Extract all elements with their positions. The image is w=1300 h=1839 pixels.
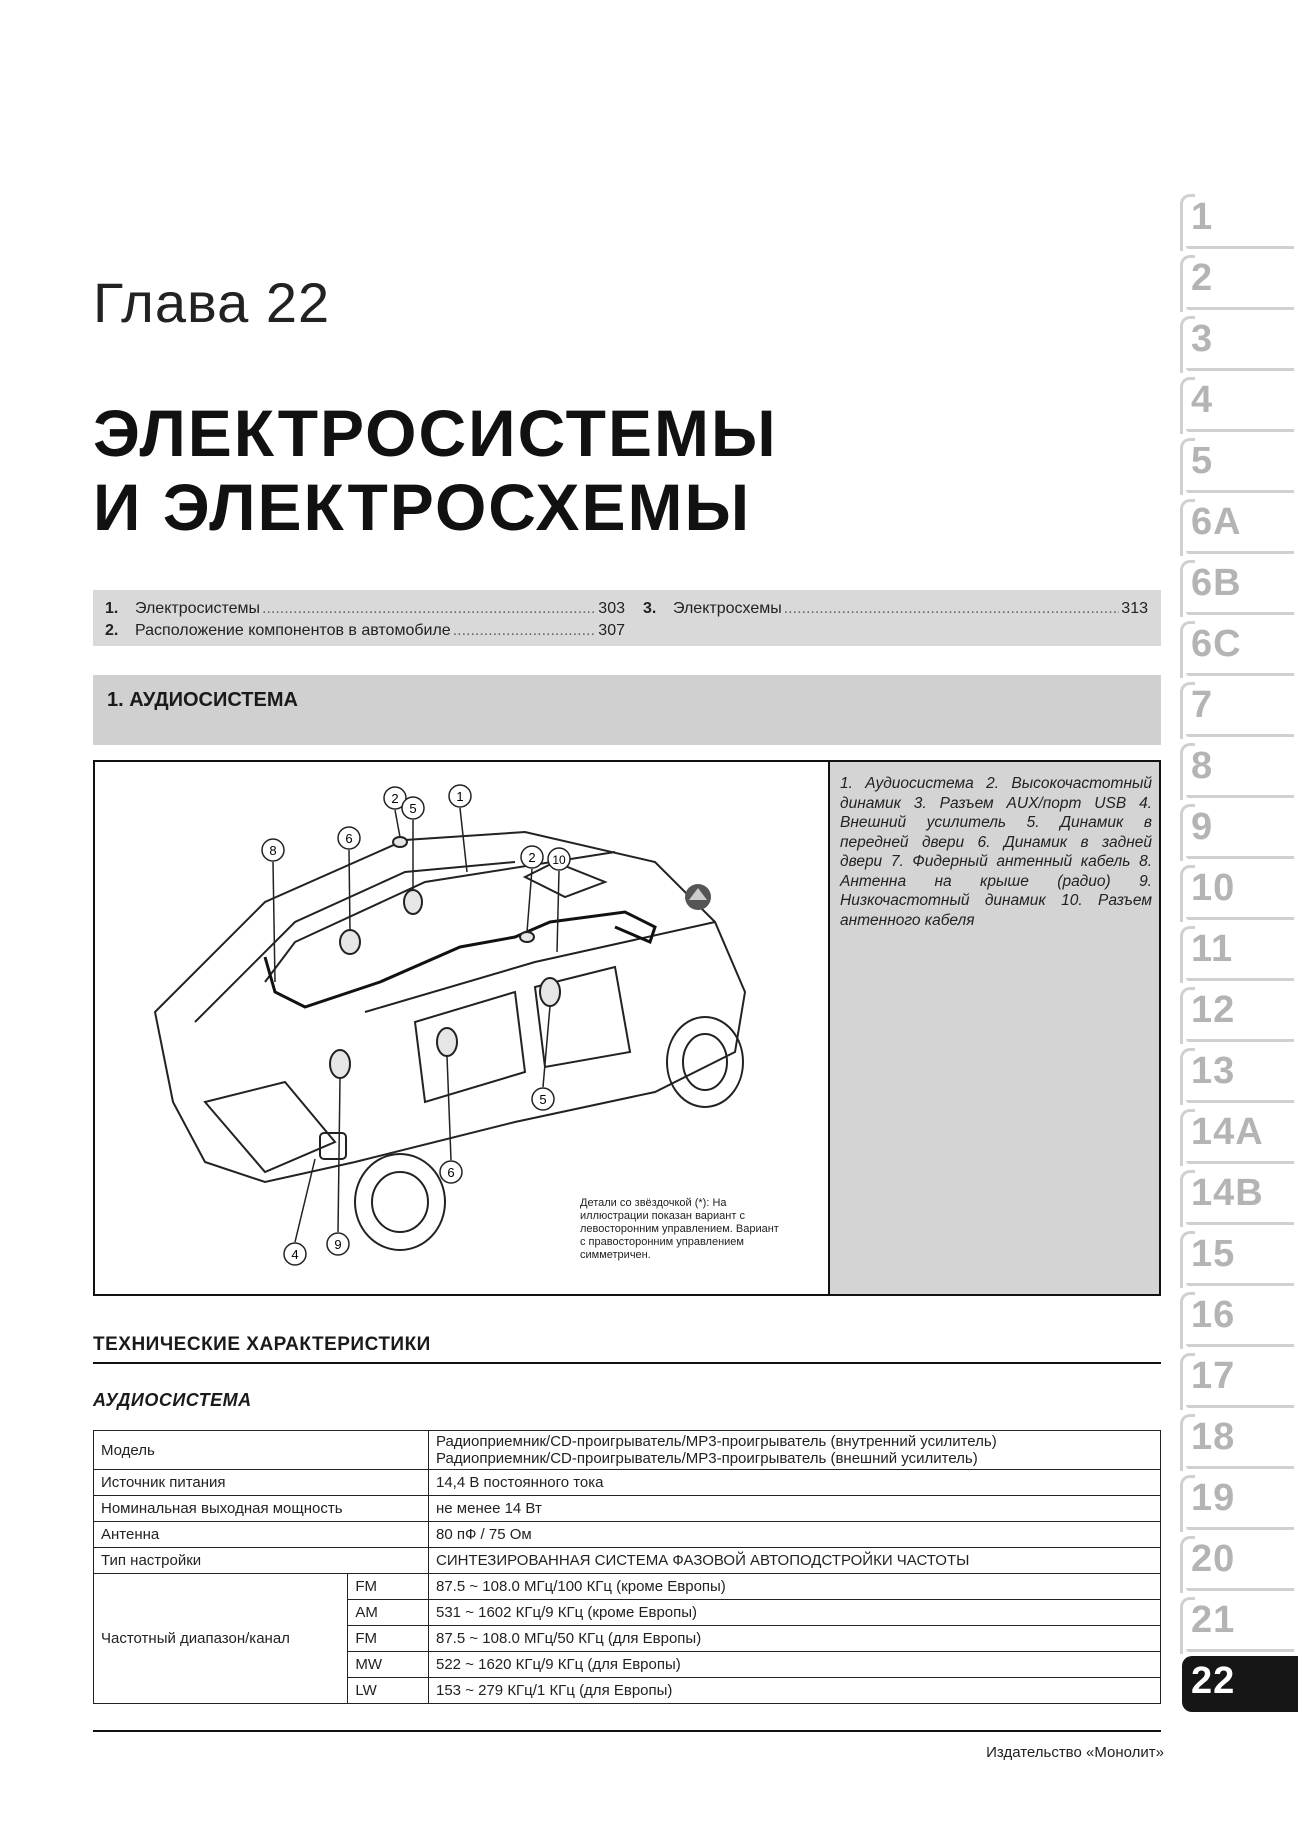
tab-underline bbox=[1186, 1222, 1294, 1225]
chapter-tab[interactable] bbox=[1180, 739, 1300, 800]
chapter-tab-label: 22 bbox=[1191, 1660, 1236, 1702]
section-header bbox=[93, 675, 1161, 745]
toc-number: 3. bbox=[643, 600, 657, 617]
spec-label: Модель bbox=[94, 1431, 429, 1470]
toc-label: Электросхемы bbox=[673, 600, 782, 617]
tab-underline bbox=[1186, 1527, 1294, 1530]
toc-number: 2. bbox=[105, 622, 119, 639]
chapter-tab-label: 12 bbox=[1191, 989, 1236, 1031]
chapter-tab-label: 6B bbox=[1191, 562, 1242, 604]
toc-item[interactable] bbox=[105, 622, 625, 644]
specs-subheading: АУДИОСИСТЕМА bbox=[93, 1390, 252, 1410]
specs-heading: ТЕХНИЧЕСКИЕ ХАРАКТЕРИСТИКИ bbox=[93, 1334, 1161, 1364]
toc-leader bbox=[262, 600, 596, 618]
tab-underline bbox=[1186, 978, 1294, 981]
chapter-tab[interactable] bbox=[1180, 1288, 1300, 1349]
toc-page: 307 bbox=[598, 622, 625, 639]
spec-label: Частотный диапазон/канал bbox=[94, 1574, 348, 1704]
table-row bbox=[94, 1574, 1161, 1600]
callout-label: 5 bbox=[539, 1092, 547, 1107]
chapter-title bbox=[93, 396, 778, 544]
table-row bbox=[94, 1548, 1161, 1574]
chapter-tab-label: 10 bbox=[1191, 867, 1236, 909]
tab-underline bbox=[1186, 795, 1294, 798]
table-row bbox=[94, 1470, 1161, 1496]
chapter-tab-label: 14A bbox=[1191, 1111, 1264, 1153]
callout-label: 8 bbox=[269, 843, 277, 858]
chapter-tab[interactable] bbox=[1180, 1166, 1300, 1227]
footer-divider bbox=[93, 1730, 1161, 1732]
chapter-tab[interactable] bbox=[1180, 678, 1300, 739]
toc-item[interactable] bbox=[105, 600, 625, 622]
spec-label: Источник питания bbox=[94, 1470, 429, 1496]
spec-value: 80 пФ / 75 Ом bbox=[429, 1522, 1161, 1548]
chapter-tab-label: 20 bbox=[1191, 1538, 1236, 1580]
chapter-tab[interactable] bbox=[1180, 983, 1300, 1044]
figure-legend-panel bbox=[828, 762, 1159, 1294]
spec-value: 87.5 ~ 108.0 МГц/50 КГц (для Европы) bbox=[429, 1626, 1161, 1652]
chapter-tab[interactable] bbox=[1180, 1349, 1300, 1410]
chapter-tab[interactable] bbox=[1180, 922, 1300, 983]
spec-value-line: Радиоприемник/CD-проигрыватель/MP3-проигрыватель (внутренний усилитель) bbox=[436, 1433, 997, 1450]
tab-underline bbox=[1186, 551, 1294, 554]
tab-underline bbox=[1186, 307, 1294, 310]
band-label: FM bbox=[348, 1574, 429, 1600]
toc-item[interactable] bbox=[643, 600, 1148, 622]
table-of-contents bbox=[93, 590, 1161, 646]
chapter-tab-label: 17 bbox=[1191, 1355, 1236, 1397]
toc-label: Электросистемы bbox=[135, 600, 260, 617]
toc-page: 313 bbox=[1121, 600, 1148, 617]
chapter-tab[interactable] bbox=[1180, 861, 1300, 922]
tab-underline bbox=[1186, 1344, 1294, 1347]
title-line-1: ЭЛЕКТРОСИСТЕМЫ bbox=[93, 396, 778, 470]
figure-legend: 1. Аудиосистема 2. Высокочастотный динамик 3. Разъем AUX/порт USB 4. Внешний усилитель 5. Динамик в передней двери 6. Динамик в задней двери 7. Фидерный антенный кабель 8. Антенна на крыше (радио) 9. Низкочастотный динамик 10. Разъем антенного кабеля bbox=[840, 775, 1152, 929]
tab-underline bbox=[1186, 1283, 1294, 1286]
callout-label: 4 bbox=[291, 1247, 299, 1262]
tab-underline bbox=[1186, 1161, 1294, 1164]
tab-underline bbox=[1186, 490, 1294, 493]
callout-label: 6 bbox=[345, 831, 353, 846]
tab-underline bbox=[1186, 917, 1294, 920]
tab-underline bbox=[1186, 856, 1294, 859]
spec-value-line: Радиоприемник/CD-проигрыватель/MP3-проигрыватель (внешний усилитель) bbox=[436, 1450, 978, 1467]
chapter-tab[interactable] bbox=[1180, 1471, 1300, 1532]
chapter-tab[interactable] bbox=[1180, 1593, 1300, 1654]
band-label: FM bbox=[348, 1626, 429, 1652]
callout-label: 10 bbox=[552, 853, 566, 867]
chapter-tab-label: 3 bbox=[1191, 318, 1214, 360]
chapter-tab[interactable] bbox=[1180, 190, 1300, 251]
speakers bbox=[330, 837, 560, 1078]
tab-underline bbox=[1186, 612, 1294, 615]
tab-underline bbox=[1186, 1100, 1294, 1103]
tab-underline bbox=[1186, 1466, 1294, 1469]
table-row bbox=[94, 1522, 1161, 1548]
toc-label: Расположение компонентов в автомобиле bbox=[135, 622, 451, 639]
tab-underline bbox=[1186, 734, 1294, 737]
chapter-tab-label: 1 bbox=[1191, 196, 1214, 238]
chapter-tab-label: 7 bbox=[1191, 684, 1214, 726]
tab-underline bbox=[1186, 368, 1294, 371]
chapter-tab-label: 15 bbox=[1191, 1233, 1236, 1275]
chapter-tab-label: 2 bbox=[1191, 257, 1214, 299]
chapter-tab[interactable] bbox=[1180, 617, 1300, 678]
table-row bbox=[94, 1431, 1161, 1470]
tab-underline bbox=[1186, 673, 1294, 676]
callout-label: 2 bbox=[528, 850, 536, 865]
publisher-footer: Издательство «Монолит» bbox=[986, 1744, 1164, 1761]
section-title: 1. АУДИОСИСТЕМА bbox=[107, 689, 298, 711]
spec-value: не менее 14 Вт bbox=[429, 1496, 1161, 1522]
spec-value: СИНТЕЗИРОВАННАЯ СИСТЕМА ФАЗОВОЙ АВТОПОДСТРОЙКИ ЧАСТОТЫ bbox=[429, 1548, 1161, 1574]
chapter-tab[interactable] bbox=[1180, 1532, 1300, 1593]
spec-value: 87.5 ~ 108.0 МГц/100 КГц (кроме Европы) bbox=[429, 1574, 1161, 1600]
chapter-tab-label: 11 bbox=[1191, 928, 1234, 970]
callout-label: 5 bbox=[409, 801, 417, 816]
chapter-tab-label: 16 bbox=[1191, 1294, 1236, 1336]
tab-underline bbox=[1186, 429, 1294, 432]
toc-page: 303 bbox=[598, 600, 625, 617]
chapter-tab-label: 6A bbox=[1191, 501, 1242, 543]
spec-value: 531 ~ 1602 КГц/9 КГц (кроме Европы) bbox=[429, 1600, 1161, 1626]
chapter-tab[interactable] bbox=[1180, 1654, 1300, 1715]
chapter-tab[interactable] bbox=[1180, 434, 1300, 495]
callout-label: 1 bbox=[456, 789, 464, 804]
title-line-2: И ЭЛЕКТРОСХЕМЫ bbox=[93, 470, 752, 544]
chapter-tab-label: 21 bbox=[1191, 1599, 1236, 1641]
band-label: AM bbox=[348, 1600, 429, 1626]
chapter-label: Глава 22 bbox=[93, 271, 331, 334]
tab-underline bbox=[1186, 1405, 1294, 1408]
chapter-tab[interactable] bbox=[1180, 251, 1300, 312]
specs-table bbox=[93, 1430, 1161, 1704]
spec-value: 153 ~ 279 КГц/1 КГц (для Европы) bbox=[429, 1678, 1161, 1704]
spec-label: Тип настройки bbox=[94, 1548, 429, 1574]
spec-value: 522 ~ 1620 КГц/9 КГц (для Европы) bbox=[429, 1652, 1161, 1678]
audio-system-figure bbox=[93, 760, 1161, 1296]
chapter-tab[interactable] bbox=[1180, 1227, 1300, 1288]
chapter-tab-label: 13 bbox=[1191, 1050, 1236, 1092]
band-label: LW bbox=[348, 1678, 429, 1704]
callout-label: 9 bbox=[334, 1237, 342, 1252]
spec-label: Антенна bbox=[94, 1522, 429, 1548]
chapter-tab[interactable] bbox=[1180, 800, 1300, 861]
table-row bbox=[94, 1496, 1161, 1522]
brand-emblem-icon bbox=[685, 884, 711, 910]
tab-underline bbox=[1186, 1039, 1294, 1042]
chapter-tab[interactable] bbox=[1180, 312, 1300, 373]
chapter-tab-label: 6C bbox=[1191, 623, 1242, 665]
tab-underline bbox=[1186, 1588, 1294, 1591]
callout-label: 6 bbox=[447, 1165, 455, 1180]
band-label: MW bbox=[348, 1652, 429, 1678]
toc-leader bbox=[784, 600, 1120, 618]
chapter-tab[interactable] bbox=[1180, 1105, 1300, 1166]
figure-note: Детали со звёздочкой (*): На иллюстрации показан вариант с левосторонним управлением. Вариант с правосторонним управлением симметричен. bbox=[580, 1197, 779, 1261]
toc-number: 1. bbox=[105, 600, 119, 617]
tab-underline bbox=[1186, 1649, 1294, 1652]
chapter-tab[interactable] bbox=[1180, 1410, 1300, 1471]
chapter-tab[interactable] bbox=[1180, 1044, 1300, 1105]
chapter-tab-label: 19 bbox=[1191, 1477, 1236, 1519]
chapter-tab[interactable] bbox=[1180, 556, 1300, 617]
spec-value: 14,4 В постоянного тока bbox=[429, 1470, 1161, 1496]
chapter-tab[interactable] bbox=[1180, 495, 1300, 556]
chapter-tab-label: 9 bbox=[1191, 806, 1214, 848]
chapter-tab-label: 8 bbox=[1191, 745, 1214, 787]
spec-label: Номинальная выходная мощность bbox=[94, 1496, 429, 1522]
chapter-tab-label: 14B bbox=[1191, 1172, 1264, 1214]
spec-value bbox=[429, 1431, 1161, 1470]
tab-underline bbox=[1186, 246, 1294, 249]
chapter-tab[interactable] bbox=[1180, 373, 1300, 434]
chapter-tabs bbox=[1180, 190, 1300, 1715]
callout-label: 2 bbox=[391, 791, 399, 806]
toc-leader bbox=[453, 622, 597, 640]
chapter-tab-label: 18 bbox=[1191, 1416, 1236, 1458]
antenna-cable bbox=[265, 912, 655, 1007]
chapter-tab-label: 5 bbox=[1191, 440, 1214, 482]
chapter-tab-label: 4 bbox=[1191, 379, 1214, 421]
